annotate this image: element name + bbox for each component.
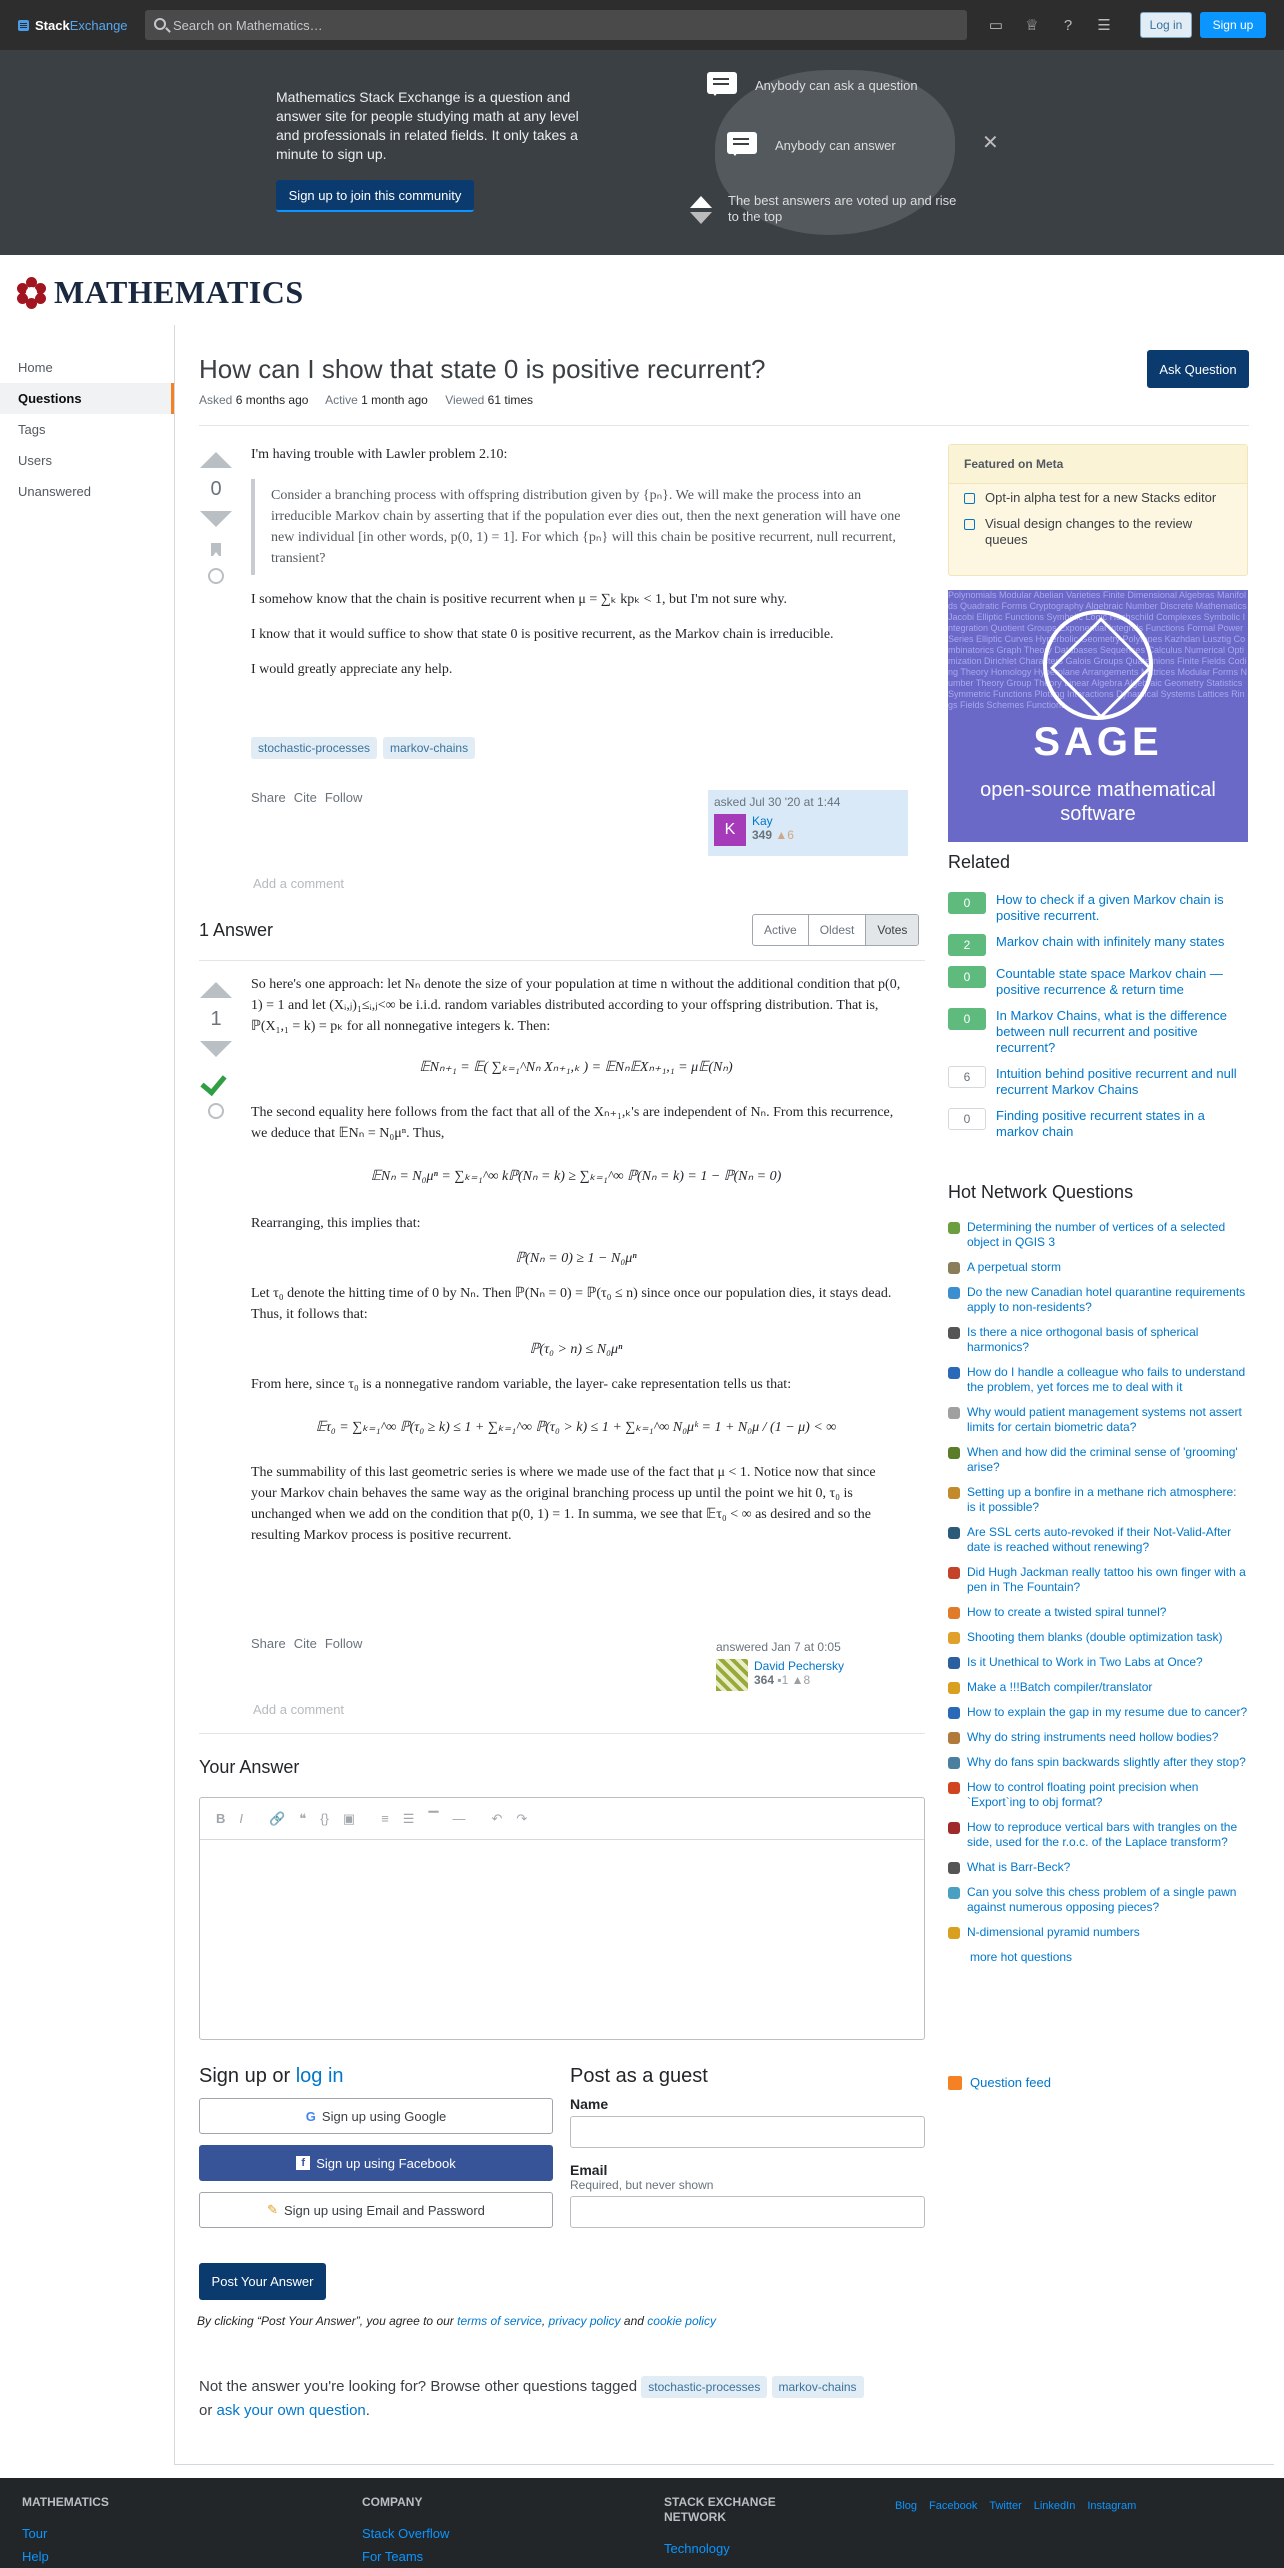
rule-button[interactable]: — <box>452 1811 466 1826</box>
hot-question-item[interactable] <box>948 1565 1248 1595</box>
answer-editor[interactable] <box>199 1797 925 2040</box>
not-the-answer: Not the answer you're looking for? Browse other questions tagged stochastic-processes markov-chains or ask your own question. <box>199 2375 939 2423</box>
cookie-link[interactable]: cookie policy <box>647 2314 716 2328</box>
answer-count: 1 Answer <box>199 920 274 940</box>
sage-ad[interactable] <box>948 590 1248 842</box>
downvote-arrow-icon[interactable] <box>200 1041 232 1057</box>
top-bar <box>0 0 1284 50</box>
hot-question-link[interactable]: How do I handle a colleague who fails to understand the problem, yet forces me to deal with it <box>967 1365 1246 1394</box>
footer-twitter-link[interactable]: Twitter <box>989 2500 1022 2512</box>
badge-count: ▲6 <box>775 828 794 842</box>
answer-paragraph: From here, since τ₀ is a nonnegative random variable, the layer- cake representation tells us that: <box>251 1377 792 1392</box>
site-favicon-icon <box>948 1287 960 1299</box>
answered-timestamp: answered Jan 7 at 0:05 <box>716 1640 841 1654</box>
banner-text: Mathematics Stack Exchange is a question and answer site for people studying math at any level and professionals in related fields. It only takes a minute to sign up. <box>276 89 579 162</box>
sage-ad-tagline: open-source mathematical software <box>980 779 1216 825</box>
hot-question-item[interactable] <box>948 1820 1248 1850</box>
sort-votes[interactable]: Votes <box>866 915 918 945</box>
banner-item-ask: Anybody can ask a question <box>755 77 918 93</box>
equation: 𝔼Nₙ₊₁ = 𝔼( ∑ₖ₌₁^Nₙ Xₙ₊₁,ₖ ) = 𝔼Nₙ𝔼Xₙ₊₁,₁ = μ𝔼(Nₙ) <box>419 1060 733 1075</box>
related-item[interactable] <box>948 966 1248 998</box>
your-answer-heading: Your Answer <box>199 1757 300 1777</box>
share-link[interactable]: Share <box>251 790 286 805</box>
reputation: 349 <box>752 828 773 842</box>
question-paragraph: I would greatly appreciate any help. <box>251 662 453 677</box>
guest-heading: Post as a guest <box>570 2065 708 2087</box>
banner-item-vote: The best answers are voted up and rise to the top <box>728 193 957 224</box>
featured-meta-heading: Featured on Meta <box>949 445 1247 484</box>
equation: 𝔼τ₀ = ∑ₖ₌₁^∞ ℙ(τ₀ ≥ k) ≤ 1 + ∑ₖ₌₁^∞ ℙ(τ₀ > k) ≤ 1 + ∑ₖ₌₁^∞ N₀μᵏ = 1 + N₀μ / (1 − μ) < ∞ <box>315 1420 837 1435</box>
sage-ad-name: SAGE <box>1033 720 1163 764</box>
site-favicon-icon <box>948 1657 960 1669</box>
email-label: Email <box>570 2162 608 2178</box>
related-score: 0 <box>948 892 986 914</box>
tag-stochastic-processes[interactable]: stochastic-processes <box>641 2376 767 2398</box>
hot-question-item[interactable] <box>948 1885 1248 1915</box>
question-vote-count: 0 <box>210 478 222 500</box>
active-time: 1 month ago <box>361 393 428 407</box>
stackexchange-logo[interactable] <box>18 18 148 33</box>
hot-question-link[interactable]: Do the new Canadian hotel quarantine requirements apply to non-residents? <box>967 1285 1246 1314</box>
guest-section <box>570 2065 925 2242</box>
hot-question-link[interactable]: How to explain the gap in my resume due to cancer? <box>967 1705 1248 1719</box>
related-item[interactable] <box>948 892 1248 924</box>
hot-question-item[interactable] <box>948 1860 1248 1875</box>
hot-question-item[interactable] <box>948 1730 1248 1745</box>
inbox-icon[interactable]: ▭ <box>988 17 1004 34</box>
blockquote: Consider a branching process with offspring distribution given by {pₙ}. We will make the process into an irreducible Markov chain by asserting that if the population ever dies out, then the next generation will have one new individual [in other words, p(0, 1) = 1]. For which {pₙ} will this chain be positive recurrent, null recurrent, transient? <box>251 479 901 575</box>
ordered-list-button[interactable]: ≡ <box>381 1811 389 1826</box>
hot-question-link[interactable]: N-dimensional pyramid numbers <box>967 1925 1140 1939</box>
join-community-button[interactable]: Sign up to join this community <box>276 180 474 212</box>
mathematics-logo-icon <box>16 277 48 309</box>
answer-vote-count: 1 <box>210 1008 222 1030</box>
related-link[interactable]: Intuition behind positive recurrent and null recurrent Markov Chains <box>996 1066 1237 1097</box>
nav-questions[interactable]: Questions <box>0 383 174 414</box>
hot-question-item[interactable] <box>948 1325 1248 1355</box>
close-icon[interactable]: ✕ <box>982 132 999 154</box>
email-hint: Required, but never shown <box>570 2178 714 2192</box>
ask-question-button[interactable]: Ask Question <box>1147 350 1249 388</box>
footer-technology-link[interactable]: Technology <box>664 2541 730 2556</box>
hot-question-link[interactable]: When and how did the criminal sense of 'grooming' arise? <box>967 1445 1238 1474</box>
site-favicon-icon <box>948 1367 960 1379</box>
follow-link[interactable]: Follow <box>324 790 363 805</box>
hot-question-link[interactable]: Why do fans spin backwards slightly after they stop? <box>967 1755 1246 1769</box>
footer-instagram-link[interactable]: Instagram <box>1087 2500 1137 2512</box>
hot-question-link[interactable]: Can you solve this chess problem of a single pawn against numerous opposing pieces? <box>967 1885 1237 1914</box>
meta-item[interactable]: Opt-in alpha test for a new Stacks editor <box>949 484 1247 510</box>
answer-paragraph: So here's one approach: let Nₙ denote the size of your population at time n without the additional condition that p(0, 1) = 1 and let (Xᵢ,ⱼ)₁≤ᵢ,ⱼ<∞ be i.i.d. random variables distributed according to your offspring distribution. That is, ℙ(X₁,₁ = k) = pₖ for all nonnegative integers k. Then: <box>251 977 901 1034</box>
sage-logo-icon <box>1043 610 1153 720</box>
google-icon: G <box>305 2108 316 2124</box>
related-link[interactable]: In Markov Chains, what is the difference between null recurrent and positive recurrent? <box>996 1008 1227 1055</box>
meta-post-icon <box>964 493 975 504</box>
question-vote-cell <box>196 452 236 584</box>
reputation: 364 <box>754 1673 775 1687</box>
nav-tags[interactable]: Tags <box>18 422 46 437</box>
facebook-icon: f <box>296 2156 310 2170</box>
footer <box>0 2478 1284 2568</box>
tag-markov-chains[interactable]: markov-chains <box>383 737 475 759</box>
name-label: Name <box>570 2096 609 2112</box>
add-comment-link[interactable]: Add a comment <box>253 1702 345 1717</box>
divider <box>199 960 925 961</box>
signup-section <box>199 2065 553 2239</box>
sort-oldest[interactable]: Oldest <box>809 915 867 945</box>
bold-button[interactable]: B <box>216 1811 226 1826</box>
nav-home[interactable]: Home <box>18 360 53 375</box>
upvote-arrow-icon[interactable] <box>200 452 232 468</box>
badge-count: ▪1 ▲8 <box>777 1673 811 1687</box>
answer-paragraph: Rearranging, this implies that: <box>251 1216 421 1231</box>
signup-heading: Sign up or <box>199 2065 291 2087</box>
site-favicon-icon <box>948 1732 960 1744</box>
pencil-icon: ✎ <box>267 2202 278 2217</box>
add-comment-link[interactable]: Add a comment <box>253 876 345 891</box>
hot-question-item[interactable] <box>948 1780 1248 1810</box>
related-score: 2 <box>948 934 986 956</box>
hot-question-item[interactable] <box>948 1630 1248 1645</box>
footer-social-links <box>895 2500 1136 2512</box>
heading-button[interactable]: ▔ <box>428 1810 439 1826</box>
site-favicon-icon <box>948 1887 960 1899</box>
question-meta: Asked 6 months ago Active 1 month ago Viewed 61 times <box>199 393 534 407</box>
hot-question-item[interactable] <box>948 1605 1248 1620</box>
footer-facebook-link[interactable]: Facebook <box>929 2500 978 2512</box>
site-switcher-icon[interactable]: ☰ <box>1097 17 1111 34</box>
related-link[interactable]: Finding positive recurrent states in a markov chain <box>996 1108 1205 1139</box>
site-favicon-icon <box>948 1862 960 1874</box>
site-favicon-icon <box>948 1607 960 1619</box>
hot-question-item[interactable] <box>948 1285 1248 1315</box>
site-favicon-icon <box>948 1447 960 1459</box>
downvote-arrow-icon[interactable] <box>200 511 232 527</box>
answer-vote-cell <box>196 982 236 1119</box>
asked-timestamp: asked Jul 30 '20 at 1:44 <box>714 795 841 809</box>
speech-bubble-icon <box>707 72 737 94</box>
hot-question-item[interactable] <box>948 1525 1248 1555</box>
asker-card <box>708 790 908 856</box>
google-signup-button[interactable]: G Sign up using Google <box>199 2098 553 2134</box>
facebook-signup-button[interactable]: f Sign up using Facebook <box>199 2145 553 2181</box>
nav-unanswered[interactable]: Unanswered <box>18 484 91 499</box>
avatar[interactable] <box>716 1659 748 1691</box>
search-icon <box>154 18 166 30</box>
related-item[interactable] <box>948 1066 1248 1098</box>
nav-users[interactable]: Users <box>18 453 52 468</box>
hot-question-link[interactable]: A perpetual storm <box>967 1260 1062 1274</box>
quote-button[interactable]: ❝ <box>299 1810 307 1826</box>
featured-meta <box>948 444 1248 576</box>
terms-link[interactable]: terms of service <box>457 2314 542 2328</box>
equation: ℙ(τ₀ > n) ≤ N₀μⁿ <box>529 1342 623 1357</box>
tag-markov-chains[interactable]: markov-chains <box>772 2376 864 2398</box>
user-link[interactable]: Kay <box>752 814 773 828</box>
site-header[interactable] <box>16 274 304 311</box>
site-favicon-icon <box>948 1222 960 1234</box>
answer-paragraph: The second equality here follows from the fact that all of the Xₙ₊₁,ₖ's are independent of Nₙ. From this recurrence, we deduce that 𝔼Nₙ = N₀μⁿ. Thus, <box>251 1105 894 1141</box>
hot-question-item[interactable] <box>948 1755 1248 1770</box>
view-count: 61 times <box>487 393 534 407</box>
site-favicon-icon <box>948 1262 960 1274</box>
link-button[interactable]: 🔗 <box>269 1810 286 1826</box>
login-button[interactable]: Log in <box>1140 12 1192 38</box>
divider <box>199 1733 925 1734</box>
editor-toolbar <box>200 1798 924 1840</box>
hot-question-item[interactable] <box>948 1445 1248 1475</box>
redo-button[interactable]: ↷ <box>516 1810 528 1826</box>
login-link[interactable]: log in <box>295 2065 344 2087</box>
asked-time: 6 months ago <box>235 393 309 407</box>
site-favicon-icon <box>948 1782 960 1794</box>
footer-col-site: MATHEMATICS Tour Help <box>22 2495 109 2564</box>
answerer-card <box>716 1640 916 1691</box>
hot-question-link[interactable]: Why would patient management systems not assert limits for certain biometric data? <box>967 1405 1242 1434</box>
privacy-link[interactable]: privacy policy <box>548 2314 621 2328</box>
email-signup-button[interactable]: ✎ Sign up using Email and Password <box>199 2192 553 2228</box>
hot-question-link[interactable]: Determining the number of vertices of a selected object in QGIS 3 <box>967 1220 1226 1249</box>
hot-question-item[interactable] <box>948 1260 1248 1275</box>
site-favicon-icon <box>948 1327 960 1339</box>
terms-notice: By clicking “Post Your Answer”, you agree to our terms of service, privacy policy and cookie policy <box>197 2314 716 2328</box>
site-favicon-icon <box>948 1567 960 1579</box>
hot-question-item[interactable] <box>948 1680 1248 1695</box>
question-body <box>251 444 901 694</box>
answer-actions <box>251 1636 362 1651</box>
more-hot-questions-link[interactable]: more hot questions <box>970 1950 1073 1964</box>
cite-link[interactable]: Cite <box>293 1636 317 1651</box>
meta-post-icon <box>964 519 975 530</box>
sage-ad-background-text: Polynomials Modular Abelian Varieties Finite Dimensional Algebras Manifolds Quadratic Forms Cryptography Algebraic Number Discrete Mathematics Jacobi Elliptic Functions Symbolic Logic Hochschild Complexes Symbolic Integration Quotient Groups Exponential Integrals Functions Formal Power Series Elliptic Curves Hyperbolic Geometry Polytopes Kazhdan Lusztig Combinatorics Graph Theory Databases Sequences Calculus Numerical Optimization Dirichlet Characters Galois Groups Quaternions Finite Fields Coding Theory Homology Hyperplane Arrangements Matrices Modular Forms Number Theory Group Theory Linear Algebra Algebraic Geometry Statistics Symmetric Functions Plotting Interactions Dynamical Systems Lattices Rings Fields Schemes Functions <box>948 590 1247 710</box>
hot-question-link[interactable]: Did Hugh Jackman really tattoo his own finger with a pen in The Fountain? <box>967 1565 1246 1594</box>
related-score: 0 <box>948 1108 986 1130</box>
site-favicon-icon <box>948 1682 960 1694</box>
site-favicon-icon <box>948 1707 960 1719</box>
site-name: MATHEMATICS <box>54 274 304 310</box>
help-icon[interactable]: ? <box>1063 16 1073 34</box>
site-favicon-icon <box>948 1757 960 1769</box>
question-paragraph: I'm having trouble with Lawler problem 2.10: <box>251 447 508 462</box>
question-paragraph: I know that it would suffice to show that state 0 is positive recurrent, as the Markov chain is irreducible. <box>251 627 834 642</box>
footer-blog-link[interactable]: Blog <box>895 2500 918 2512</box>
hot-question-item[interactable] <box>948 1655 1248 1670</box>
hot-network-heading: Hot Network Questions <box>948 1182 1134 1202</box>
site-favicon-icon <box>948 1822 960 1834</box>
unordered-list-button[interactable]: ☰ <box>402 1810 415 1826</box>
related-link[interactable]: How to check if a given Markov chain is positive recurrent. <box>996 892 1224 923</box>
tag-stochastic-processes[interactable]: stochastic-processes <box>251 737 377 759</box>
email-input[interactable] <box>570 2196 925 2228</box>
hot-question-link[interactable]: How to create a twisted spiral tunnel? <box>967 1605 1167 1619</box>
footer-stackoverflow-link[interactable]: Stack Overflow <box>362 2526 450 2541</box>
related-item[interactable] <box>948 1108 1248 1140</box>
answer-body <box>251 974 901 1560</box>
hot-question-link[interactable]: How to reproduce vertical bars with trangles on the side, used for the r.o.c. of the Laplace transform? <box>967 1820 1238 1849</box>
site-favicon-icon <box>948 1487 960 1499</box>
achievements-icon[interactable]: ♕ <box>1025 17 1039 34</box>
hot-question-link[interactable]: Why do string instruments need hollow bodies? <box>967 1730 1219 1744</box>
related-item[interactable] <box>948 934 1248 956</box>
related-heading: Related <box>948 852 1011 872</box>
hot-question-item[interactable] <box>948 1485 1248 1515</box>
hot-question-link[interactable]: Make a !!!Batch compiler/translator <box>967 1680 1153 1694</box>
left-nav <box>0 352 174 507</box>
answer-paragraph: The summability of this last geometric series is where we made use of the fact that μ < 1. Notice now that since your Markov chain behaves the same way as the original branching process up until the point we hit 0, τ₀ is unchanged when we add on the condition that p(0, 1) = 1. In summa, we see that 𝔼τ₀ < ∞ as desired and so the resulting Markov process is positive recurrent. <box>251 1465 876 1543</box>
hot-network-list <box>948 1220 1248 1964</box>
search-placeholder: Search on Mathematics… <box>173 17 323 33</box>
hot-question-link[interactable]: Is it Unethical to Work in Two Labs at Once? <box>967 1655 1203 1669</box>
hot-question-item[interactable] <box>948 1705 1248 1720</box>
community-banner <box>0 50 1284 255</box>
user-link[interactable]: David Pechersky <box>754 1659 845 1673</box>
ask-own-question-link[interactable]: ask your own question <box>216 2402 366 2419</box>
question-feed-link[interactable]: Question feed <box>948 2075 1051 2090</box>
avatar[interactable]: K <box>714 814 746 846</box>
related-link[interactable]: Countable state space Markov chain — positive recurrence & return time <box>996 966 1223 997</box>
related-score: 0 <box>948 966 986 988</box>
related-item[interactable] <box>948 1008 1248 1056</box>
italic-button[interactable]: I <box>239 1811 244 1826</box>
logo-text-b: Exchange <box>69 17 128 33</box>
undo-button[interactable]: ↶ <box>491 1810 503 1826</box>
code-button[interactable]: {} <box>320 1811 329 1826</box>
search-input[interactable] <box>145 10 967 40</box>
banner-item-answer: Anybody can answer <box>775 137 896 153</box>
related-score: 0 <box>948 1008 986 1030</box>
footer-tour-link[interactable]: Tour <box>22 2526 48 2541</box>
meta-item[interactable]: Visual design changes to the review queues <box>949 510 1247 552</box>
hot-question-link[interactable]: How to control floating point precision when `Export`ing to obj format? <box>967 1780 1199 1809</box>
post-answer-button[interactable]: Post Your Answer <box>199 2263 326 2300</box>
sort-active[interactable]: Active <box>753 915 809 945</box>
stackexchange-icon <box>18 20 29 31</box>
question-title[interactable]: How can I show that state 0 is positive recurrent? <box>199 354 766 384</box>
related-score: 6 <box>948 1066 986 1088</box>
answer-paragraph: Let τ₀ denote the hitting time of 0 by Nₙ. Then ℙ(Nₙ = 0) = ℙ(τ₀ ≤ n) since once our population dies, it stays dead. Thus, it follows that: <box>251 1286 892 1322</box>
hot-question-link[interactable]: Are SSL certs auto-revoked if their Not-Valid-After date is reached without renewing? <box>967 1525 1232 1554</box>
answer-sort-tabs <box>752 914 919 946</box>
hot-question-item[interactable] <box>948 1220 1248 1250</box>
question-paragraph: I somehow know that the chain is positive recurrent when μ = ∑ₖ kpₖ < 1, but I'm not sure why. <box>251 592 787 607</box>
question-actions <box>251 790 362 805</box>
cite-link[interactable]: Cite <box>293 790 317 805</box>
footer-col-network: STACK EXCHANGE NETWORK Technology <box>664 2495 784 2564</box>
bookmark-icon[interactable] <box>211 543 221 556</box>
footer-col-company: COMPANY Stack Overflow For Teams <box>362 2495 450 2564</box>
question-tags <box>251 737 475 759</box>
footer-teams-link[interactable]: For Teams <box>362 2549 424 2564</box>
signup-button[interactable]: Sign up <box>1200 12 1266 38</box>
equation: ℙ(Nₙ = 0) ≥ 1 − N₀μⁿ <box>515 1251 637 1266</box>
logo-text-a: Stack <box>35 17 70 33</box>
equation: 𝔼Nₙ = N₀μⁿ = ∑ₖ₌₁^∞ kℙ(Nₙ = k) ≥ ∑ₖ₌₁^∞ ℙ(Nₙ = k) = 1 − ℙ(Nₙ = 0) <box>370 1169 782 1184</box>
accepted-check-icon <box>203 1069 229 1091</box>
footer-help-link[interactable]: Help <box>22 2549 49 2564</box>
hot-question-item[interactable] <box>948 1365 1248 1395</box>
history-icon[interactable] <box>208 1103 224 1119</box>
rss-icon <box>948 2076 962 2090</box>
divider <box>199 425 1249 426</box>
upvote-arrow-icon[interactable] <box>200 982 232 998</box>
history-icon[interactable] <box>208 568 224 584</box>
site-favicon-icon <box>948 1927 960 1939</box>
share-link[interactable]: Share <box>251 1636 286 1651</box>
name-input[interactable] <box>570 2116 925 2148</box>
related-list <box>948 892 1248 1150</box>
speech-bubble-icon <box>727 132 757 154</box>
footer-linkedin-link[interactable]: LinkedIn <box>1033 2500 1076 2512</box>
site-favicon-icon <box>948 1632 960 1644</box>
site-favicon-icon <box>948 1407 960 1419</box>
site-favicon-icon <box>948 1527 960 1539</box>
image-button[interactable]: ▣ <box>342 1810 356 1826</box>
hot-question-item[interactable] <box>948 1405 1248 1435</box>
hot-question-item[interactable] <box>948 1925 1248 1940</box>
follow-link[interactable]: Follow <box>324 1636 363 1651</box>
hot-question-link[interactable]: Shooting them blanks (double optimization task) <box>967 1630 1223 1644</box>
hot-question-link[interactable]: Setting up a bonfire in a methane rich atmosphere: is it possible? <box>967 1485 1237 1514</box>
hot-question-link[interactable]: Is there a nice orthogonal basis of spherical harmonics? <box>967 1325 1199 1354</box>
related-link[interactable]: Markov chain with infinitely many states <box>996 934 1225 949</box>
vote-arrows-icon <box>688 196 714 226</box>
hot-question-link[interactable]: What is Barr-Beck? <box>967 1860 1071 1874</box>
